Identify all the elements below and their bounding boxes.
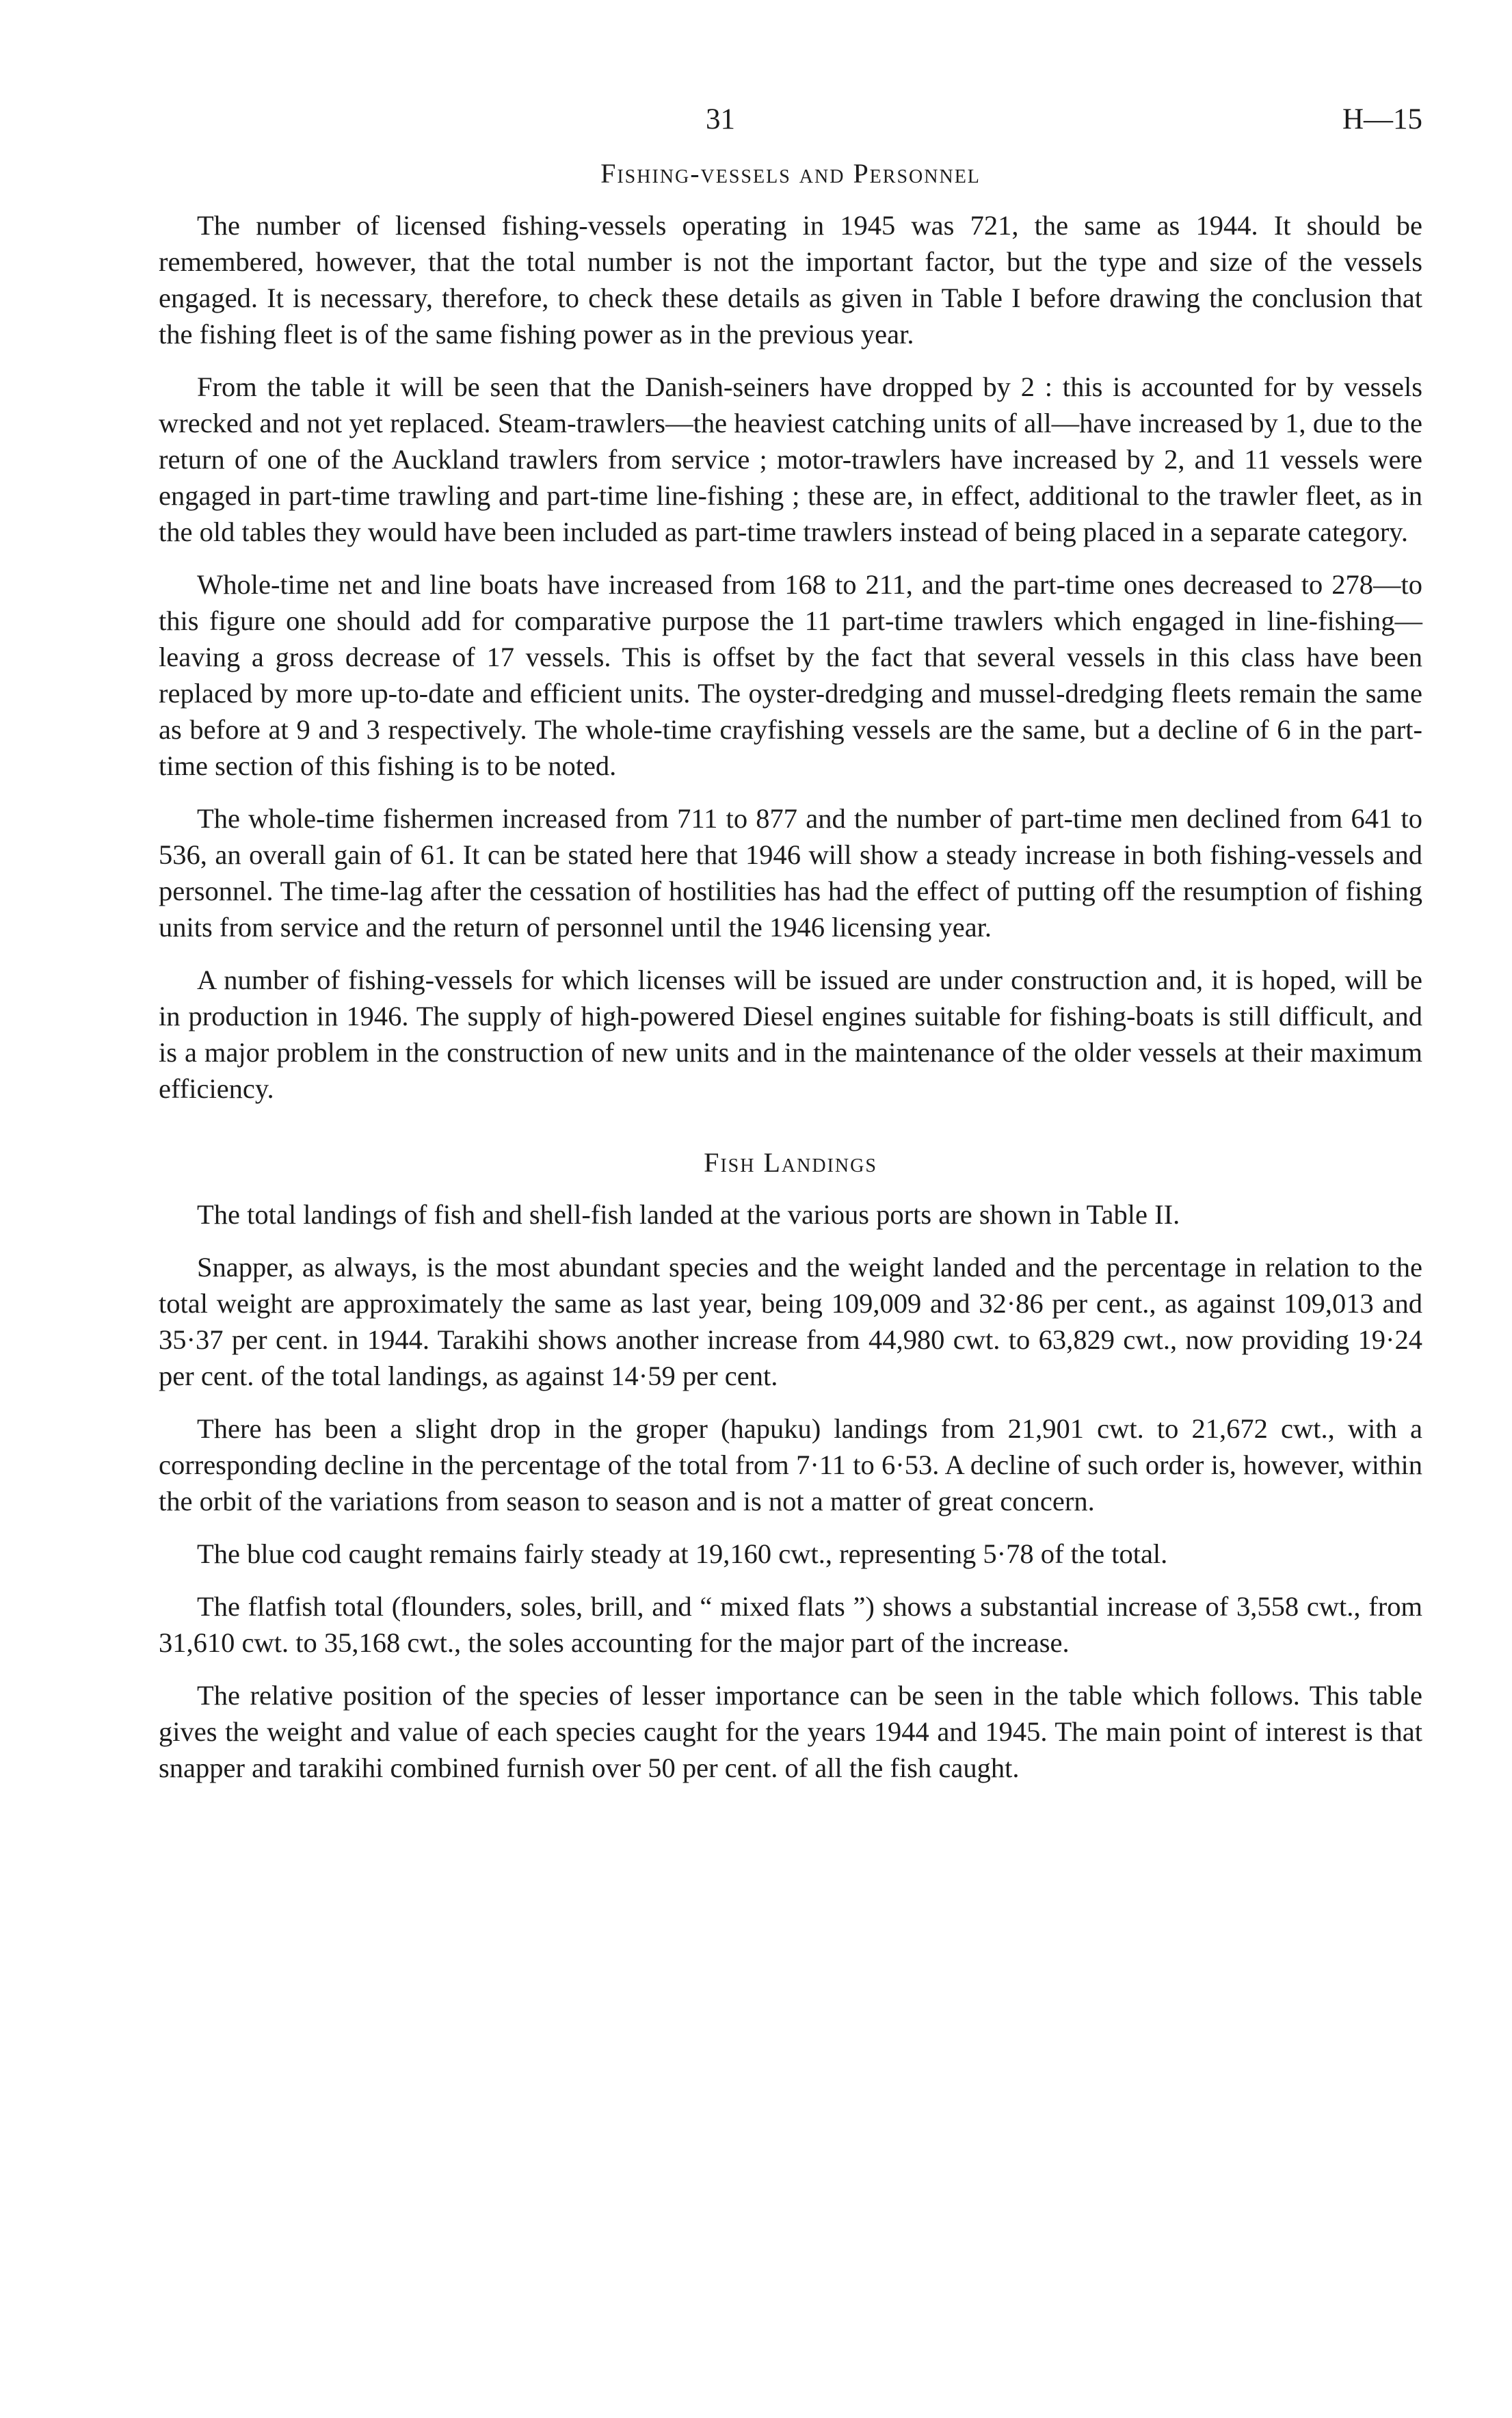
document-page: [159, 103, 1422, 1802]
paragraph: A number of fishing-vessels for which licenses will be issued are under construction and, it is hoped, will be in production in 1946. The supply of high-powered Diesel engines suitable for fishing-boats is still difficult, and is a major problem in the construction of new units and in the maintenance of the older vessels at their maximum efficiency.: [159, 964, 1422, 1104]
section-title-fish-landings: Fish Landings: [704, 1147, 877, 1178]
paragraph: The whole-time fishermen increased from 711 to 877 and the number of part-time men declined from 641 to 536, an overall gain of 61. It can be stated here that 1946 will show a steady increase in both fishing-vessels and personnel. The time-lag after the cessation of hostilities has had the effect of putting off the resumption of fishing units from service and the return of personnel until the 1946 licensing year.: [159, 803, 1422, 943]
page-header: [159, 103, 1422, 157]
paragraph: The number of licensed fishing-vessels operating in 1945 was 721, the same as 1944. It should be remembered, however, that the total number is not the important factor, but the type and size of the vessels engaged. It is necessary, therefore, to check these details as given in Table I before drawing the conclusion that the fishing fleet is of the same fishing power as in the previous year.: [159, 210, 1422, 350]
page-number: 31: [706, 103, 735, 135]
section-title-fishing-vessels: Fishing-vessels and Personnel: [600, 158, 981, 189]
paragraph: There has been a slight drop in the groper (hapuku) landings from 21,901 cwt. to 21,672 cwt., with a corresponding decline in the percentage of the total from 7·11 to 6·53. A decline of such order is, however, within the orbit of the variations from season to season and is not a matter of great concern.: [159, 1413, 1422, 1516]
document-code: H—15: [1342, 103, 1422, 135]
paragraph: The blue cod caught remains fairly steady at 19,160 cwt., representing 5·78 of the total.: [197, 1538, 1168, 1569]
paragraph: Snapper, as always, is the most abundant species and the weight landed and the percentage in relation to the total weight are approximately the same as last year, being 109,009 and 32·86 per cent., as against 109,013 and 35·37 per cent. in 1944. Tarakihi shows another increase from 44,980 cwt. to 63,829 cwt., now providing 19·24 per cent. of the total landings, as against 14·59 per cent.: [159, 1252, 1422, 1391]
paragraph: Whole-time net and line boats have increased from 168 to 211, and the part-time ones decreased to 278—to this figure one should add for comparative purpose the 11 part-time trawlers which engaged in line-fishing—leaving a gross decrease of 17 vessels. This is offset by the fact that several vessels in this class have been replaced by more up-to-date and efficient units. The oyster-dredging and mussel-dredging fleets remain the same as before at 9 and 3 respectively. The whole-time crayfishing vessels are the same, but a decline of 6 in the part-time section of this fishing is to be noted.: [159, 569, 1422, 781]
paragraph: The flatfish total (flounders, soles, brill, and “ mixed flats ”) shows a substantial increase of 3,558 cwt., from 31,610 cwt. to 35,168 cwt., the soles accounting for the major part of the increase.: [159, 1591, 1422, 1658]
paragraph: From the table it will be seen that the Danish-seiners have dropped by 2 : this is accounted for by vessels wrecked and not yet replaced. Steam-trawlers—the heaviest catching units of all—have increased by 1, due to the return of one of the Auckland trawlers from service ; motor-trawlers have increased by 2, and 11 vessels were engaged in part-time trawling and part-time line-fishing ; these are, in effect, additional to the trawler fleet, as in the old tables they would have been included as part-time trawlers instead of being placed in a separate category.: [159, 371, 1422, 547]
paragraph: The total landings of fish and shell-fish landed at the various ports are shown in Table II.: [197, 1199, 1180, 1230]
paragraph: The relative position of the species of lesser importance can be seen in the table which follows. This table gives the weight and value of each species caught for the years 1944 and 1945. The main point of interest is that snapper and tarakihi combined furnish over 50 per cent. of all the fish caught.: [159, 1680, 1422, 1783]
